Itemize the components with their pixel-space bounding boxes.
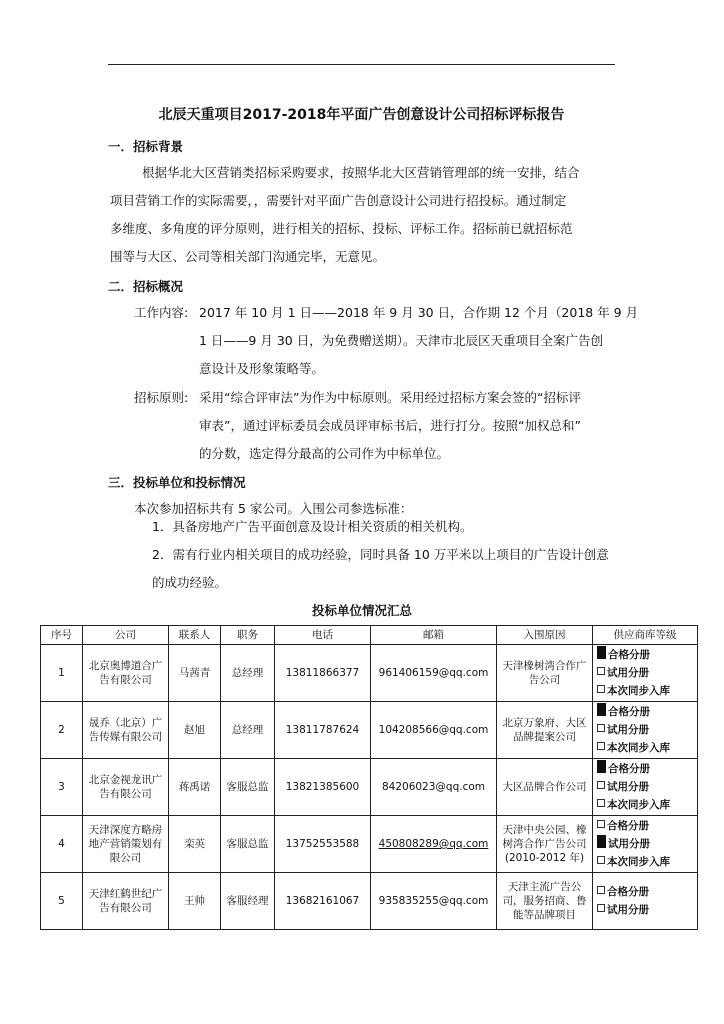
header-level: 供应商库等级	[593, 626, 698, 645]
checked-box-icon[interactable]	[597, 703, 606, 716]
row-contact: 王帅	[169, 873, 221, 930]
work-content-line-1: 2017 年 10 月 1 日——2018 年 9 月 30 日，合作期 12 个月（2018 年 9 月	[199, 305, 639, 320]
criteria-1: 1．具备房地产广告平面创意及设计相关资质的相关机构。	[152, 519, 473, 534]
header-reason: 入围原因	[497, 626, 593, 645]
row-phone: 13811787624	[275, 702, 371, 759]
header-email: 邮箱	[371, 626, 497, 645]
header-rule	[108, 64, 615, 65]
row-email: 84206023@qq.com	[371, 759, 497, 816]
background-line-2: 项目营销工作的实际需要，，需要针对平面广告创意设计公司进行招投标。通过制定	[110, 193, 567, 208]
section-heading-overview: 二．招标概况	[108, 279, 184, 294]
work-content-label: 工作内容:	[134, 305, 189, 320]
row-reason: 天津主流广告公司，服务招商、鲁能等品牌项目	[497, 873, 593, 930]
row-no: 2	[41, 702, 83, 759]
row-email: 961406159@qq.com	[371, 645, 497, 702]
checkbox-icon[interactable]	[597, 856, 605, 864]
level-option-label: 试用分册	[608, 838, 650, 850]
level-option[interactable]	[597, 901, 695, 919]
row-no: 1	[41, 645, 83, 702]
bidder-table	[40, 625, 698, 930]
row-position: 客服总监	[221, 759, 275, 816]
row-level-options	[593, 759, 698, 816]
level-option[interactable]	[597, 721, 695, 739]
row-contact: 蒋禹诺	[169, 759, 221, 816]
tender-principle-label: 招标原则:	[134, 390, 189, 405]
checkbox-icon[interactable]	[597, 799, 605, 807]
row-level-options	[593, 816, 698, 873]
row-level-options	[593, 645, 698, 702]
checkbox-icon[interactable]	[597, 904, 605, 912]
level-option[interactable]	[597, 835, 695, 853]
row-email: 450808289@qq.com	[371, 816, 497, 873]
checkbox-icon[interactable]	[597, 781, 605, 789]
row-reason: 天津橡树湾合作广告公司	[497, 645, 593, 702]
section-heading-bidders: 三．投标单位和投标情况	[108, 475, 246, 490]
tender-principle-line-1: 采用“综合评审法”为作为中标原则。采用经过招标方案会签的“招标评	[199, 390, 581, 405]
level-option[interactable]	[597, 817, 695, 835]
criteria-2: 2．需有行业内相关项目的成功经验，同时具备 10 万平米以上项目的广告设计创意	[152, 547, 609, 562]
level-option[interactable]	[597, 703, 695, 721]
level-option-label: 本次同步入库	[607, 799, 670, 811]
tender-principle-line-2: 审表”，通过评标委员会成员评审标书后，进行打分。按照“加权总和”	[199, 418, 581, 433]
row-contact: 赵旭	[169, 702, 221, 759]
work-content-line-3: 意设计及形象策略等。	[199, 361, 325, 376]
level-option-label: 试用分册	[607, 724, 649, 736]
row-level-options	[593, 873, 698, 930]
checkbox-icon[interactable]	[597, 685, 605, 693]
level-option[interactable]	[597, 883, 695, 901]
row-company: 晟乔（北京）广告传媒有限公司	[83, 702, 169, 759]
level-option-label: 合格分册	[607, 820, 649, 832]
level-option[interactable]	[597, 760, 695, 778]
row-position: 客服总监	[221, 816, 275, 873]
row-position: 客服经理	[221, 873, 275, 930]
work-content-line-2: 1 日——9 月 30 日，为免费赠送期）。天津市北辰区天重项目全案广告创	[199, 333, 603, 348]
table-title: 投标单位情况汇总	[311, 603, 412, 618]
checkbox-icon[interactable]	[597, 820, 605, 828]
level-option-label: 试用分册	[607, 904, 649, 916]
level-option-label: 合格分册	[608, 706, 650, 718]
checked-box-icon[interactable]	[597, 760, 606, 773]
background-line-1: 根据华北大区营销类招标采购要求，按照华北大区营销管理部的统一安排，结合	[142, 165, 580, 180]
level-option[interactable]	[597, 739, 695, 757]
table-row	[41, 759, 698, 816]
header-company: 公司	[83, 626, 169, 645]
row-phone: 13811866377	[275, 645, 371, 702]
level-option-label: 合格分册	[608, 649, 650, 661]
level-option-label: 试用分册	[607, 667, 649, 679]
row-email: 104208566@qq.com	[371, 702, 497, 759]
checkbox-icon[interactable]	[597, 742, 605, 750]
row-company: 天津深度方略房地产营销策划有限公司	[83, 816, 169, 873]
header-contact: 联系人	[169, 626, 221, 645]
table-header-row	[41, 626, 698, 645]
row-position: 总经理	[221, 702, 275, 759]
row-no: 5	[41, 873, 83, 930]
table-row	[41, 702, 698, 759]
level-option-label: 合格分册	[608, 763, 650, 775]
checkbox-icon[interactable]	[597, 667, 605, 675]
row-company: 天津红鹤世纪广告有限公司	[83, 873, 169, 930]
checked-box-icon[interactable]	[597, 646, 606, 659]
row-reason: 大区品牌合作公司	[497, 759, 593, 816]
level-option-label: 本次同步入库	[607, 856, 670, 868]
row-phone: 13821385600	[275, 759, 371, 816]
table-row	[41, 873, 698, 930]
row-position: 总经理	[221, 645, 275, 702]
level-option-label: 本次同步入库	[607, 685, 670, 697]
background-line-3: 多维度、多角度的评分原则，进行相关的招标、投标、评标工作。招标前已就招标范	[110, 221, 573, 236]
header-no: 序号	[41, 626, 83, 645]
level-option[interactable]	[597, 682, 695, 700]
level-option[interactable]	[597, 664, 695, 682]
checkbox-icon[interactable]	[597, 724, 605, 732]
row-contact: 栾英	[169, 816, 221, 873]
tender-principle-line-3: 的分数，选定得分最高的公司作为中标单位。	[199, 446, 450, 461]
header-phone: 电话	[275, 626, 371, 645]
row-phone: 13752553588	[275, 816, 371, 873]
table-row	[41, 816, 698, 873]
level-option[interactable]	[597, 778, 695, 796]
header-position: 职务	[221, 626, 275, 645]
row-reason: 北京万象府、大区品牌提案公司	[497, 702, 593, 759]
row-no: 4	[41, 816, 83, 873]
table-row	[41, 645, 698, 702]
level-option[interactable]	[597, 646, 695, 664]
row-contact: 马茜青	[169, 645, 221, 702]
criteria-2-cont: 的成功经验。	[152, 575, 228, 590]
level-option-label: 本次同步入库	[607, 742, 670, 754]
page-title: 北辰天重项目2017-2018年平面广告创意设计公司招标评标报告	[158, 107, 565, 123]
level-option[interactable]	[597, 796, 695, 814]
level-option-label: 试用分册	[607, 781, 649, 793]
section-heading-background: 一．招标背景	[108, 139, 184, 154]
row-email: 935835255@qq.com	[371, 873, 497, 930]
background-line-4: 围等与大区、公司等相关部门沟通完毕，无意见。	[110, 249, 386, 264]
row-reason: 天津中央公园、橡树湾合作广告公司(2010-2012 年)	[497, 816, 593, 873]
row-company: 北京金视龙讯广告有限公司	[83, 759, 169, 816]
row-phone: 13682161067	[275, 873, 371, 930]
checked-box-icon[interactable]	[597, 835, 606, 848]
row-no: 3	[41, 759, 83, 816]
bidders-line-1: 本次参加招标共有 5 家公司。入围公司参选标准：	[134, 501, 413, 516]
checkbox-icon[interactable]	[597, 886, 605, 894]
row-level-options	[593, 702, 698, 759]
level-option[interactable]	[597, 853, 695, 871]
row-company: 北京奥博道合广告有限公司	[83, 645, 169, 702]
level-option-label: 合格分册	[607, 886, 649, 898]
